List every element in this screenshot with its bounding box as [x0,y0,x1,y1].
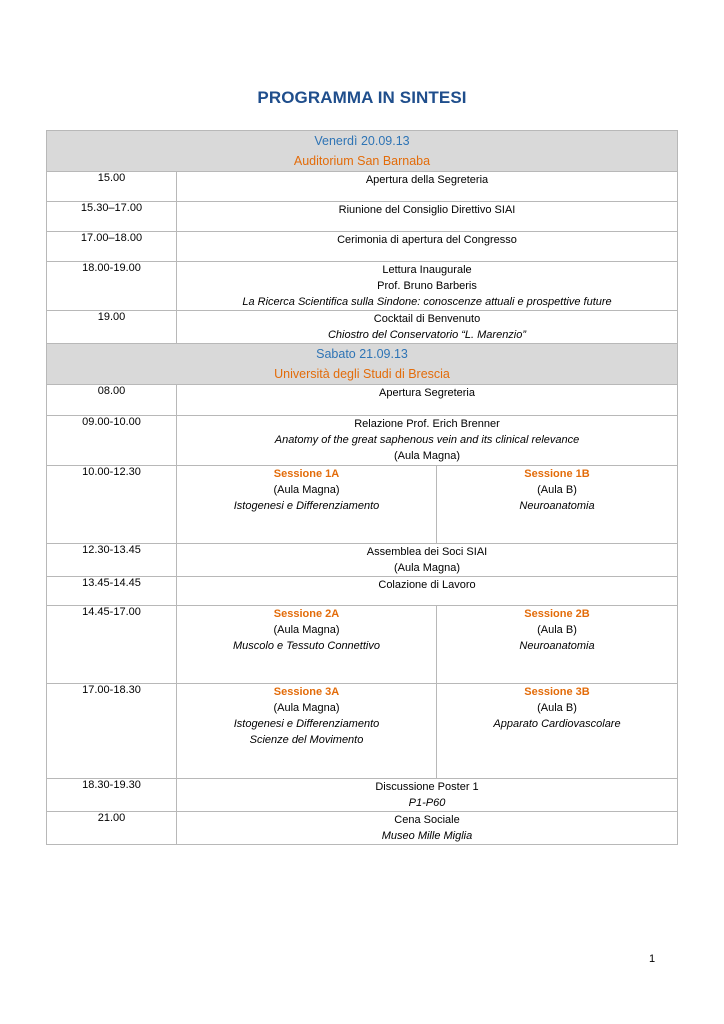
table-row [47,311,678,344]
event-line: La Ricerca Scientifica sulla Sindone: conoscenze attuali e prospettive future [242,296,612,308]
session-topic: Muscolo e Tessuto Connettivo [233,640,380,652]
time-cell: 12.30-13.45 [47,544,177,577]
program-table [46,130,678,845]
session-cell-a [177,466,437,544]
time-cell: 09.00-10.00 [47,416,177,466]
time-cell: 18.00-19.00 [47,262,177,311]
event-line: Museo Mille Miglia [381,830,473,842]
event-cell [177,416,678,466]
event-line: Relazione Prof. Erich Brenner [354,418,500,430]
session-cell-b [437,606,678,684]
event-cell [177,202,678,232]
event-cell [177,577,678,606]
session-title: Sessione 3B [524,686,590,698]
day-venue: Università degli Studi di Brescia [274,367,450,381]
event-line: Lettura Inaugurale [382,264,472,276]
session-cell-b [437,466,678,544]
session-topic: Scienze del Movimento [249,734,364,746]
time-cell: 15.30–17.00 [47,202,177,232]
session-title: Sessione 1A [273,468,340,480]
session-room: (Aula B) [537,624,577,636]
event-line: Discussione Poster 1 [375,781,479,793]
event-line: Anatomy of the great saphenous vein and its clinical relevance [274,434,580,446]
event-cell [177,812,678,845]
event-cell [177,232,678,262]
event-line: Apertura della Segreteria [365,174,489,186]
event-line: Prof. Bruno Barberis [377,280,477,292]
table-row [47,812,678,845]
time-cell: 21.00 [47,812,177,845]
day-title: Venerdì 20.09.13 [314,134,410,148]
session-title: Sessione 2A [273,608,340,620]
time-cell: 17.00-18.30 [47,684,177,779]
event-line: Cena Sociale [394,814,460,826]
session-room: (Aula Magna) [273,624,340,636]
time-cell: 10.00-12.30 [47,466,177,544]
event-cell [177,385,678,416]
event-line: Apertura Segreteria [379,387,475,399]
session-title: Sessione 2B [524,608,590,620]
time-cell: 08.00 [47,385,177,416]
time-cell: 15.00 [47,172,177,202]
time-cell: 13.45-14.45 [47,577,177,606]
event-line: (Aula Magna) [393,450,461,462]
time-cell: 18.30-19.30 [47,779,177,812]
session-row [47,466,678,544]
table-row [47,172,678,202]
page-title: PROGRAMMA IN SINTESI [257,88,467,107]
time-cell: 14.45-17.00 [47,606,177,684]
time-cell: 19.00 [47,311,177,344]
session-row [47,684,678,779]
event-line: Chiostro del Conservatorio “L. Marenzio” [327,329,527,341]
session-cell-a [177,684,437,779]
day-title: Sabato 21.09.13 [316,347,408,361]
event-cell [177,544,678,577]
event-line: (Aula Magna) [393,562,461,574]
page-number: 1 [649,953,656,965]
event-cell [177,779,678,812]
session-room: (Aula B) [537,484,577,496]
table-row [47,779,678,812]
session-title: Sessione 3A [273,686,340,698]
event-line: Cocktail di Benvenuto [373,313,481,325]
table-row [47,544,678,577]
table-row [47,202,678,232]
session-topic: Neuroanatomia [519,500,595,512]
day-header-row [47,344,678,385]
day-header [47,344,678,385]
event-cell [177,311,678,344]
session-cell-a [177,606,437,684]
day-venue: Auditorium San Barnaba [293,154,431,168]
session-topic: Apparato Cardiovascolare [493,718,621,730]
event-line: Cerimonia di apertura del Congresso [337,234,517,246]
table-row [47,262,678,311]
session-row [47,606,678,684]
event-line: P1-P60 [408,797,446,809]
table-row [47,385,678,416]
event-line: Colazione di Lavoro [378,579,476,591]
session-title: Sessione 1B [524,468,590,480]
session-room: (Aula Magna) [273,702,340,714]
table-row [47,232,678,262]
day-header [47,131,678,172]
session-room: (Aula B) [537,702,577,714]
session-topic: Istogenesi e Differenziamento [233,500,380,512]
session-room: (Aula Magna) [273,484,340,496]
day-header-row [47,131,678,172]
session-topic: Neuroanatomia [519,640,595,652]
session-topic: Istogenesi e Differenziamento [233,718,380,730]
time-cell: 17.00–18.00 [47,232,177,262]
table-row [47,416,678,466]
event-line: Assemblea dei Soci SIAI [366,546,488,558]
table-row [47,577,678,606]
event-cell [177,262,678,311]
event-line: Riunione del Consiglio Direttivo SIAI [338,204,516,216]
session-cell-b [437,684,678,779]
event-cell [177,172,678,202]
